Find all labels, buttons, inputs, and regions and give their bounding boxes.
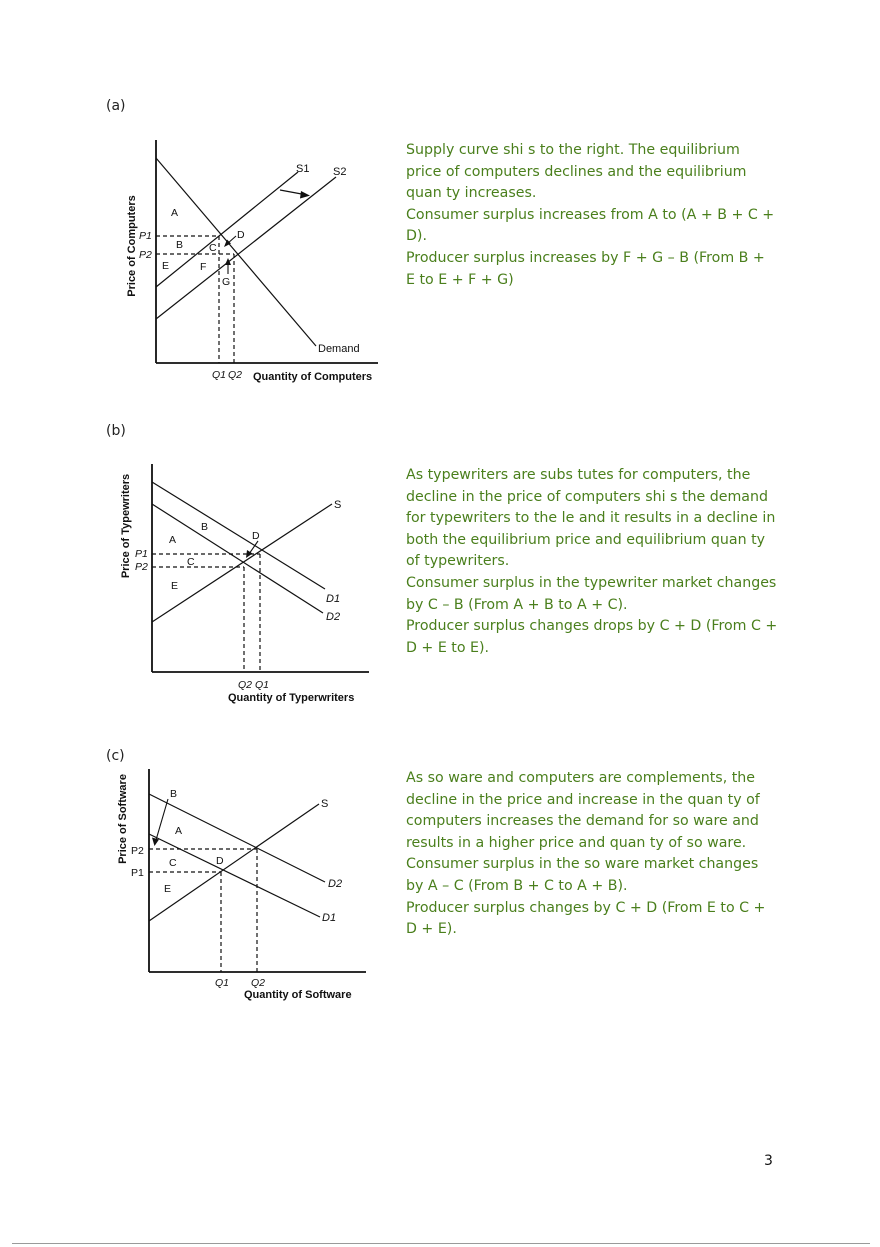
area-label-g: G — [222, 276, 231, 288]
b-arrow — [156, 799, 168, 840]
curve-label-d1: D1 — [322, 912, 337, 924]
explanation-b-line-2: Consumer surplus in the typewriter market changes by C – B (From A + B to A + C). — [406, 574, 777, 613]
explanation-c-line-3: Producer surplus changes by C + D (From E to C + D + E). — [406, 899, 766, 938]
explanation-c-line-1: As so ware and computers are complements, the decline in the price and increase in the quan ty of computers increases the demand for so ware and results in a higher price and quan ty of so ware. — [406, 770, 760, 851]
c-arrowhead — [224, 240, 231, 248]
figure-b-typewriters-market — [115, 458, 380, 708]
part-b-label: (b) — [106, 423, 126, 439]
demand-curve — [156, 158, 316, 346]
area-label-a: A — [171, 207, 179, 219]
quantity-label-q1: Q1 — [255, 679, 270, 691]
explanation-a — [406, 140, 778, 291]
area-label-e: E — [171, 580, 179, 592]
area-label-b: B — [176, 239, 184, 251]
footer-divider — [12, 1243, 870, 1244]
explanation-b-line-1: As typewriters are subs tutes for computers, the decline in the price of computers shi s the demand for typewriters to the le and it results in a decline in both the equilibrium price and equilibrium quan ty of typewriters. — [406, 467, 776, 570]
explanation-b — [406, 465, 778, 659]
part-c-label: (c) — [106, 748, 125, 764]
curve-label-d1: D1 — [326, 593, 341, 605]
x-axis-title: Quantity of Computers — [253, 371, 373, 383]
quantity-label-q1: Q1 — [212, 369, 227, 381]
area-label-f: F — [200, 261, 207, 273]
quantity-label-q2: Q2 — [251, 977, 266, 989]
area-label-b: B — [170, 788, 178, 800]
price-label-p2: P2 — [131, 845, 144, 857]
page-number: 3 — [764, 1153, 773, 1169]
curve-label-s2: S2 — [333, 166, 347, 178]
y-axis-title: Price of Software — [117, 774, 129, 864]
demand-curve-d1 — [149, 834, 320, 917]
area-label-a: A — [169, 534, 177, 546]
explanation-a-line-1: Supply curve shi s to the right. The equilibrium price of computers declines and the equilibrium quan ty increases. — [406, 142, 747, 202]
area-label-b: B — [201, 521, 209, 533]
x-axis-title: Quantity of Software — [244, 989, 352, 1001]
curve-label-d2: D2 — [326, 611, 341, 623]
area-label-c: C — [209, 242, 217, 254]
supply-curve-s1 — [156, 172, 298, 287]
demand-curve-d2 — [152, 504, 323, 613]
figure-a-computers-market — [120, 132, 390, 388]
explanation-c-line-2: Consumer surplus in the so ware market changes by A – C (From B + C to A + B). — [406, 856, 759, 894]
area-label-c: C — [187, 556, 195, 568]
curve-label-s: S — [334, 499, 342, 511]
price-label-p1: P1 — [139, 230, 152, 242]
y-axis-title: Price of Computers — [126, 195, 138, 297]
explanation-c — [406, 768, 778, 941]
quantity-label-q2: Q2 — [228, 369, 243, 381]
explanation-a-line-3: Producer surplus increases by F + G – B (From B + E to E + F + G) — [406, 249, 765, 288]
explanation-b-line-3: Producer surplus changes drops by C + D (From C + D + E to E). — [406, 618, 778, 656]
area-label-c: C — [169, 857, 177, 869]
curve-label-d2: D2 — [328, 878, 343, 890]
figure-c-software-market — [110, 763, 380, 1008]
area-label-d: D — [216, 855, 224, 867]
area-label-d: D — [252, 530, 260, 542]
area-label-a: A — [175, 825, 183, 837]
area-label-d: D — [237, 229, 245, 241]
curve-label-demand: Demand — [318, 343, 360, 355]
price-label-p2: P2 — [139, 249, 152, 261]
y-axis-title: Price of Typewriters — [120, 473, 132, 579]
quantity-label-q1: Q1 — [215, 977, 230, 989]
shift-arrowhead — [300, 191, 310, 199]
area-label-e: E — [164, 883, 172, 895]
price-label-p1: P1 — [135, 548, 148, 560]
curve-label-s: S — [321, 798, 329, 810]
price-label-p1: P1 — [131, 867, 144, 879]
demand-curve-d1 — [152, 482, 325, 589]
price-label-p2: P2 — [135, 561, 148, 573]
area-label-e: E — [162, 260, 170, 272]
curve-label-s1: S1 — [296, 163, 310, 175]
explanation-a-line-2: Consumer surplus increases from A to (A + B + C + D). — [406, 206, 775, 245]
x-axis-title: Quantity of Typerwriters — [228, 692, 355, 704]
part-a-label: (a) — [106, 98, 126, 114]
quantity-label-q2: Q2 — [238, 679, 253, 691]
g-arrowhead — [225, 258, 231, 265]
